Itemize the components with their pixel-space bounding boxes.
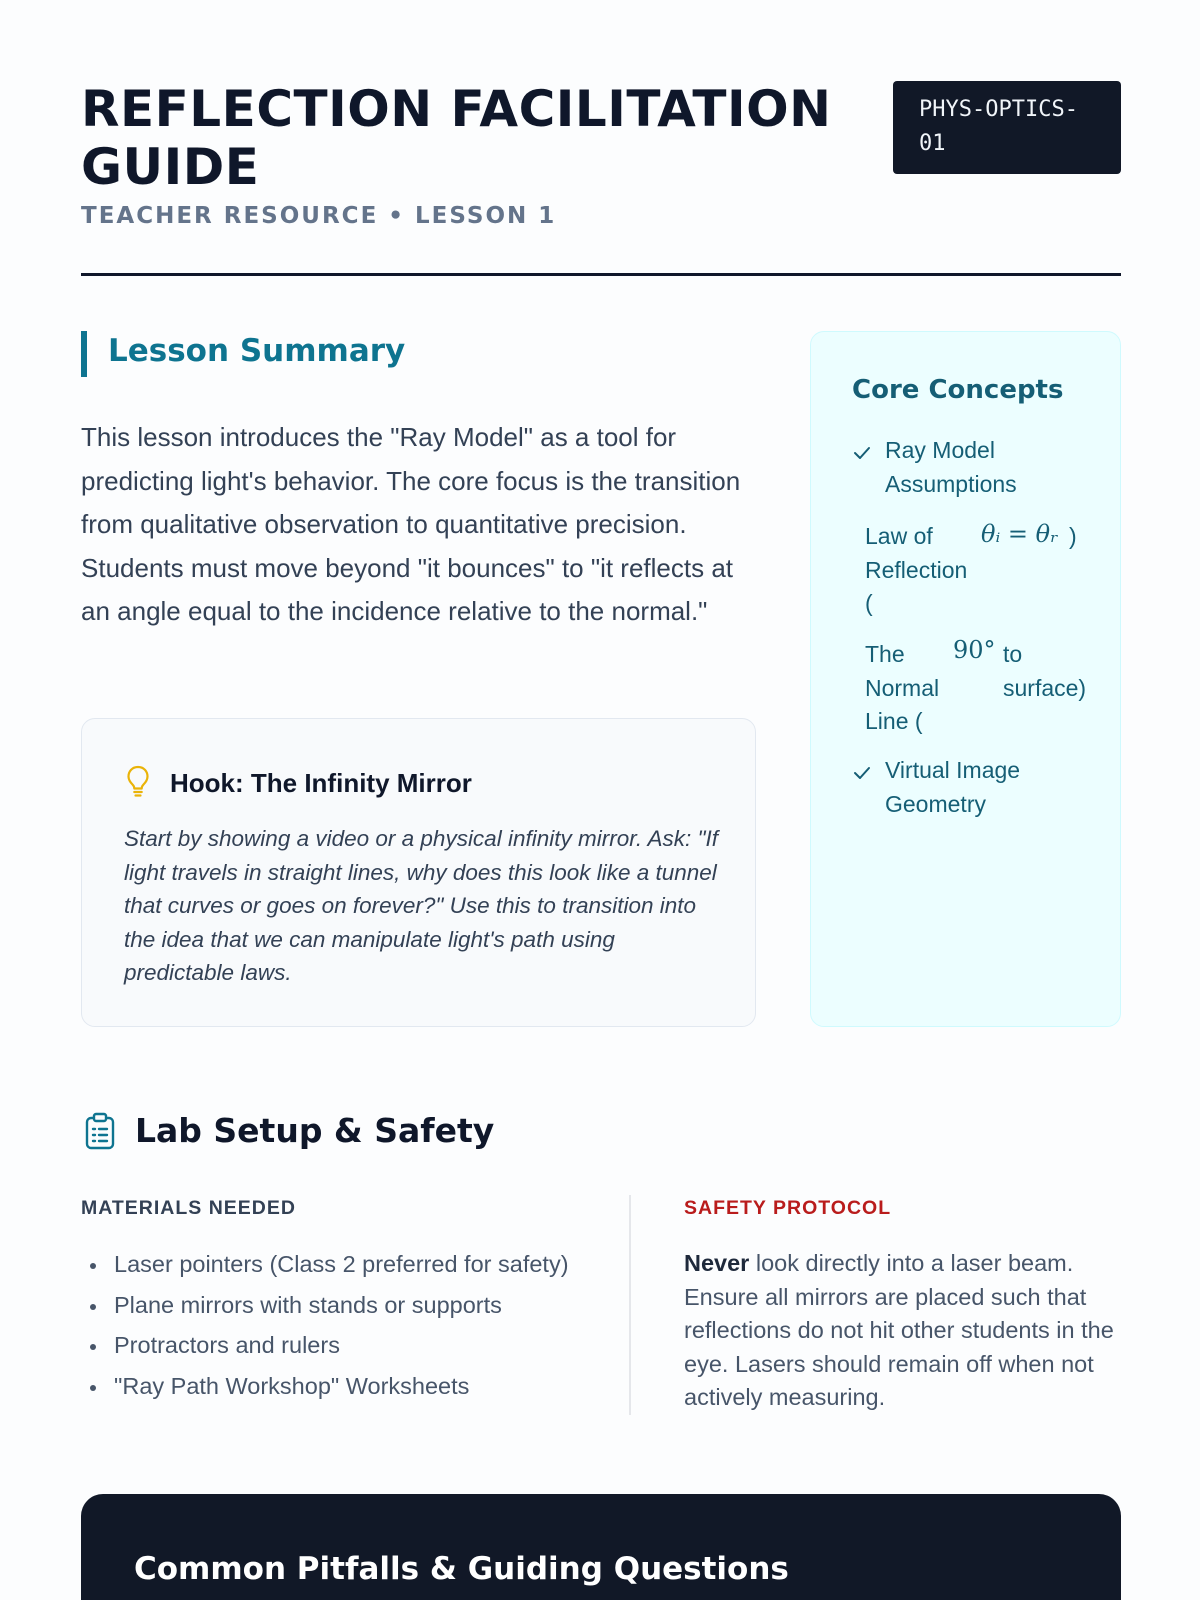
concept-law-formula: θᵢ = θᵣ — [981, 520, 1059, 548]
hook-text: Start by showing a video or a physical infinity mirror. Ask: "If light travels in straight lines, why does this look like a tunnel that curves or goes on forever?" Use this to transition into the idea that we can manipulate light's path using predictable laws. — [124, 826, 719, 985]
safety-emphasis: Never — [684, 1250, 750, 1276]
check-icon — [853, 766, 871, 780]
concept-normal-after: to surface) — [1003, 641, 1087, 701]
page-subtitle: TEACHER RESOURCE • LESSON 1 — [81, 203, 557, 229]
clipboard-icon — [83, 1112, 117, 1150]
core-concepts-card — [810, 331, 1121, 1027]
materials-list — [81, 1244, 621, 1406]
list-item: "Ray Path Workshop" Worksheets — [81, 1366, 621, 1407]
page-title: REFLECTION FACILITATION GUIDE — [81, 80, 832, 196]
materials-heading: MATERIALS NEEDED — [81, 1197, 296, 1219]
list-item: Laser pointers (Class 2 preferred for safety) — [81, 1244, 621, 1285]
summary-text: This lesson introduces the "Ray Model" as a tool for predicting light's behavior. The core focus is the transition from qualitative observation to quantitative precision. Students must move beyond "it bounces" to "it reflects at an angle equal to the incidence relative to the normal." — [81, 422, 741, 626]
concept-law-close: ) — [1069, 523, 1077, 549]
safety-body: look directly into a laser beam. Ensure all mirrors are placed such that reflections do not hit other students in the eye. Lasers should remain off when not actively measuring. — [684, 1250, 1114, 1410]
concept-virtual-image: Virtual Image Geometry — [885, 757, 1021, 817]
pitfalls-heading: Common Pitfalls & Guiding Questions — [134, 1551, 789, 1587]
concept-normal-label: The Normal Line ( — [865, 641, 940, 734]
guide-page — [81, 0, 1121, 1600]
summary-accent-bar — [81, 331, 87, 377]
core-concepts-title: Core Concepts — [852, 375, 1064, 405]
safety-text — [684, 1247, 1121, 1415]
lesson-code-badge: PHYS-OPTICS-01 — [893, 81, 1121, 174]
column-divider — [629, 1195, 631, 1415]
list-item: Plane mirrors with stands or supports — [81, 1285, 621, 1326]
list-item: Protractors and rulers — [81, 1325, 621, 1366]
summary-heading: Lesson Summary — [108, 333, 406, 369]
lab-setup-heading: Lab Setup & Safety — [135, 1111, 495, 1150]
concept-ray-model: Ray Model Assumptions — [885, 437, 1017, 497]
pitfalls-panel — [81, 1494, 1121, 1600]
hook-card — [81, 718, 756, 1027]
hook-title: Hook: The Infinity Mirror — [170, 768, 472, 798]
concept-law-label: Law of Reflection ( — [865, 523, 968, 616]
lightbulb-icon — [125, 764, 151, 798]
header-divider — [81, 273, 1121, 276]
check-icon — [853, 446, 871, 460]
safety-heading: SAFETY PROTOCOL — [684, 1197, 892, 1219]
concept-normal-angle: 90° — [953, 636, 996, 664]
